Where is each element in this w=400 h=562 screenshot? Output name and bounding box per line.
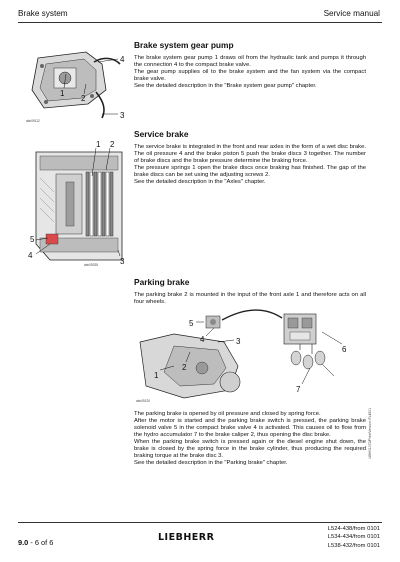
figure-service-brake <box>26 138 128 268</box>
callout-7: 7 <box>296 385 301 394</box>
callout-4: 4 <box>200 335 205 344</box>
page-number <box>18 538 53 547</box>
callout-6: 6 <box>342 345 347 354</box>
section-title: Brake system gear pump <box>134 40 234 50</box>
paragraph: The gear pump supplies oil to the brake system and the fan system via the compact brake valve. <box>134 69 366 82</box>
model-line: L524-438/from 0101 <box>327 526 380 532</box>
paragraph: See the detailed description in the "Brake system gear pump" chapter. <box>134 83 317 89</box>
callout-3: 3 <box>120 111 125 120</box>
paragraph: When the parking brake switch is pressed again or the diesel engine shut down, the brake is closed by the spring force in the brake cylinder, thus producing the required braking torque at the brake disc 3. <box>134 439 366 459</box>
callout-4: 4 <box>28 251 33 260</box>
section-gear-pump <box>134 40 366 90</box>
callout-1: 1 <box>154 371 159 380</box>
section-service-brake <box>134 129 366 186</box>
callout-2: 2 <box>182 363 187 372</box>
callout-3: 3 <box>236 337 241 346</box>
header-doc-type: Service manual <box>323 9 380 18</box>
callout-1: 1 <box>60 89 65 98</box>
brand-logo: LIEBHERR <box>158 532 215 543</box>
model-line: L534-434/from 0101 <box>327 534 380 541</box>
callout-4: 4 <box>120 55 125 64</box>
footer-divider <box>18 522 382 523</box>
header-divider <box>18 22 382 23</box>
gear-pump-illustration <box>26 46 130 126</box>
callout-5: 5 <box>30 235 35 244</box>
callout-1: 1 <box>96 140 101 149</box>
document-id-vertical: LBH/01072/Print/Version: FL4501 <box>368 408 372 459</box>
page-chapter: 9.0 <box>18 538 29 547</box>
paragraph: The parking brake 2 is mounted in the input of the front axle 1 and therefore acts on all four wheels. <box>134 292 366 305</box>
paragraph: See the detailed description in the "Axles" chapter. <box>134 179 266 185</box>
callout-5: 5 <box>189 319 194 328</box>
section-parking-brake-details <box>134 411 366 467</box>
parking-brake-illustration <box>134 302 366 406</box>
figure-gear-pump <box>26 46 130 126</box>
section-title: Service brake <box>134 129 189 139</box>
callout-3: 3 <box>120 257 125 266</box>
page-of: - 6 of 6 <box>28 538 54 547</box>
figure-id: abc09335 <box>84 263 99 267</box>
header-chapter: Brake system <box>18 9 68 18</box>
callout-2: 2 <box>81 94 86 103</box>
figure-id: abc09120 <box>136 399 151 403</box>
model-line: L538-432/from 0101 <box>327 542 380 549</box>
model-list <box>328 525 380 550</box>
paragraph: The brake system gear pump 1 draws oil from the hydraulic tank and pumps it through the connection 4 to the compact brake valve. <box>134 55 366 68</box>
figure-parking-brake <box>134 302 366 406</box>
paragraph: The service brake is integrated in the front and rear axles in the form of a wet disc brake. The oil pressure 4 and the brake piston 5 push the brake discs 3 together. The number of brake discs and the brake pressure determine the braking force. <box>134 144 366 164</box>
paragraph: The parking brake is opened by oil pressure and closed by spring force. <box>134 411 321 417</box>
service-brake-illustration <box>26 138 128 268</box>
callout-2: 2 <box>110 140 115 149</box>
figure-id: abc09112 <box>26 119 40 123</box>
paragraph: The pressure springs 1 open the brake discs once braking has finished. The gap of the brake discs can be set using the adjusting screws 2. <box>134 165 366 178</box>
paragraph: After the motor is started and the parking brake switch is pressed, the parking brake solenoid valve 5 in the compact brake valve 4 is activated. This causes oil to flow from the hydro accumulator 7 to the brake caliper 2, thus opening the disc brake. <box>134 418 366 438</box>
section-title: Parking brake <box>134 277 190 287</box>
paragraph: See the detailed description in the "Parking brake" chapter. <box>134 460 288 466</box>
